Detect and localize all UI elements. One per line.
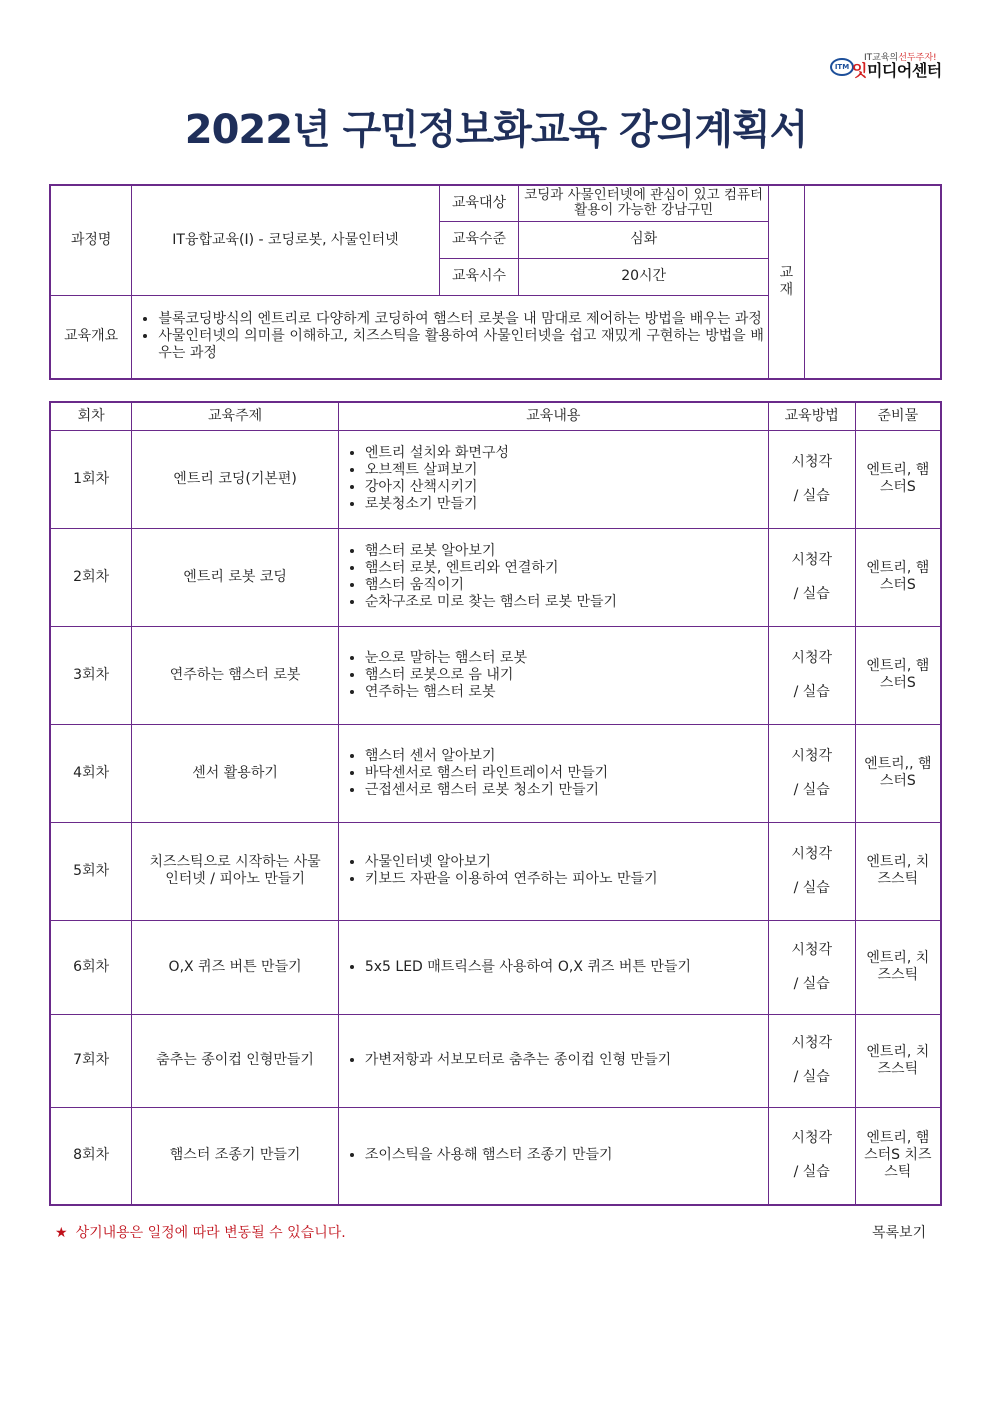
header-method: 교육방법 [768, 402, 855, 430]
star-icon: ★ [55, 1225, 68, 1241]
course-info-table [49, 184, 942, 380]
overview-content [132, 295, 769, 379]
list-item: • 햄스터 로봇으로 음 내기 [365, 667, 764, 684]
list-item: • 햄스터 움직이기 [365, 577, 764, 594]
list-item: • 5x5 LED 매트릭스를 사용하여 O,X 퀴즈 버튼 만들기 [365, 959, 764, 976]
topic-cell: 엔트리 코딩(기본편) [132, 430, 339, 528]
overview-item: • 블록코딩방식의 엔트리로 다양하게 코딩하여 햄스터 로봇을 내 맘대로 제어하는 방법을 배우는 과정 [158, 311, 764, 328]
list-item: • 눈으로 말하는 햄스터 로봇 [365, 650, 764, 667]
content-cell [338, 724, 768, 822]
materials-cell: 엔트리, 치즈스틱 [855, 822, 941, 920]
session-cell: 6회차 [50, 920, 132, 1014]
logo [828, 50, 948, 80]
overview-item: • 사물인터넷의 의미를 이해하고, 치즈스틱을 활용하여 사물인터넷을 쉽고 재밌게 구현하는 방법을 배우는 과정 [158, 328, 764, 362]
session-cell: 7회차 [50, 1014, 132, 1107]
level-value: 심화 [519, 221, 768, 258]
content-cell [338, 1014, 768, 1107]
schedule-table [49, 401, 942, 1206]
header-content: 교육내용 [338, 402, 768, 430]
list-view-link[interactable]: 목록보기 [872, 1225, 927, 1241]
content-cell [338, 626, 768, 724]
list-item: • 바닥센서로 햄스터 라인트레이서 만들기 [365, 765, 764, 782]
overview-label: 교육개요 [50, 295, 132, 379]
list-item: • 가변저항과 서보모터로 춤추는 종이컵 인형 만들기 [365, 1052, 764, 1069]
materials-cell: 엔트리, 햄스터S 치즈스틱 [855, 1107, 941, 1205]
course-name: IT융합교육(Ⅰ) - 코딩로봇, 사물인터넷 [132, 185, 439, 295]
header-session: 회차 [50, 402, 132, 430]
list-item: • 근접센서로 햄스터 로봇 청소기 만들기 [365, 782, 764, 799]
table-row [50, 822, 941, 920]
content-cell [338, 822, 768, 920]
method-cell: 시청각 / 실습 [768, 822, 855, 920]
session-cell: 2회차 [50, 528, 132, 626]
target-label: 교육대상 [439, 185, 519, 221]
hours-value: 20시간 [519, 258, 768, 295]
method-cell: 시청각 / 실습 [768, 430, 855, 528]
method-cell: 시청각 / 실습 [768, 920, 855, 1014]
level-label: 교육수준 [439, 221, 519, 258]
table-row [50, 430, 941, 528]
session-cell: 4회차 [50, 724, 132, 822]
table-row [50, 1107, 941, 1205]
content-cell [338, 1107, 768, 1205]
materials-cell: 엔트리, 치즈스틱 [855, 1014, 941, 1107]
list-item: • 햄스터 로봇, 엔트리와 연결하기 [365, 560, 764, 577]
list-item: • 연주하는 햄스터 로봇 [365, 684, 764, 701]
method-cell: 시청각 / 실습 [768, 626, 855, 724]
materials-cell: 엔트리, 치즈스틱 [855, 920, 941, 1014]
topic-cell: 햄스터 조종기 만들기 [132, 1107, 339, 1205]
table-row [50, 724, 941, 822]
textbook-value [804, 185, 941, 379]
method-cell: 시청각 / 실습 [768, 528, 855, 626]
list-item: • 순차구조로 미로 찾는 햄스터 로봇 만들기 [365, 594, 764, 611]
header-materials: 준비물 [855, 402, 941, 430]
list-item: • 사물인터넷 알아보기 [365, 854, 764, 871]
change-notice: ★ 상기내용은 일정에 따라 변동될 수 있습니다. [55, 1225, 346, 1241]
session-cell: 1회차 [50, 430, 132, 528]
content-cell [338, 430, 768, 528]
list-item: • 로봇청소기 만들기 [365, 496, 764, 513]
table-row [50, 528, 941, 626]
list-item: • 엔트리 설치와 화면구성 [365, 445, 764, 462]
list-item: • 조이스틱을 사용해 햄스터 조종기 만들기 [365, 1147, 764, 1164]
target-value: 코딩과 사물인터넷에 관심이 있고 컴퓨터활용이 가능한 강남구민 [519, 185, 768, 221]
materials-cell: 엔트리, 햄스터S [855, 430, 941, 528]
method-cell: 시청각 / 실습 [768, 1107, 855, 1205]
list-item: • 햄스터 로봇 알아보기 [365, 543, 764, 560]
list-item: • 키보드 자판을 이용하여 연주하는 피아노 만들기 [365, 871, 764, 888]
topic-cell: 센서 활용하기 [132, 724, 339, 822]
logo-slogan: IT교육의선두주자! [864, 53, 937, 63]
method-cell: 시청각 / 실습 [768, 724, 855, 822]
session-cell: 8회차 [50, 1107, 132, 1205]
hours-label: 교육시수 [439, 258, 519, 295]
list-item: • 햄스터 센서 알아보기 [365, 748, 764, 765]
topic-cell: 춤추는 종이컵 인형만들기 [132, 1014, 339, 1107]
list-item: • 강아지 산책시키기 [365, 479, 764, 496]
list-item: • 오브젝트 살펴보기 [365, 462, 764, 479]
table-row [50, 920, 941, 1014]
session-cell: 3회차 [50, 626, 132, 724]
topic-cell: O,X 퀴즈 버튼 만들기 [132, 920, 339, 1014]
table-row [50, 1014, 941, 1107]
header-topic: 교육주제 [132, 402, 339, 430]
logo-brand: 잇미디어센터 [852, 61, 942, 80]
table-row [50, 626, 941, 724]
materials-cell: 엔트리, 햄스터S [855, 528, 941, 626]
materials-cell: 엔트리, 햄스터S [855, 626, 941, 724]
course-label: 과정명 [50, 185, 132, 295]
content-cell [338, 528, 768, 626]
content-cell [338, 920, 768, 1014]
method-cell: 시청각 / 실습 [768, 1014, 855, 1107]
topic-cell: 치즈스틱으로 시작하는 사물인터넷 / 피아노 만들기 [132, 822, 339, 920]
topic-cell: 엔트리 로봇 코딩 [132, 528, 339, 626]
textbook-label: 교재 [768, 185, 804, 379]
materials-cell: 엔트리,, 햄스터S [855, 724, 941, 822]
topic-cell: 연주하는 햄스터 로봇 [132, 626, 339, 724]
page-title: 2022년 구민정보화교육 강의계획서 [184, 107, 808, 153]
logo-badge-icon: ITM [830, 58, 854, 76]
session-cell: 5회차 [50, 822, 132, 920]
